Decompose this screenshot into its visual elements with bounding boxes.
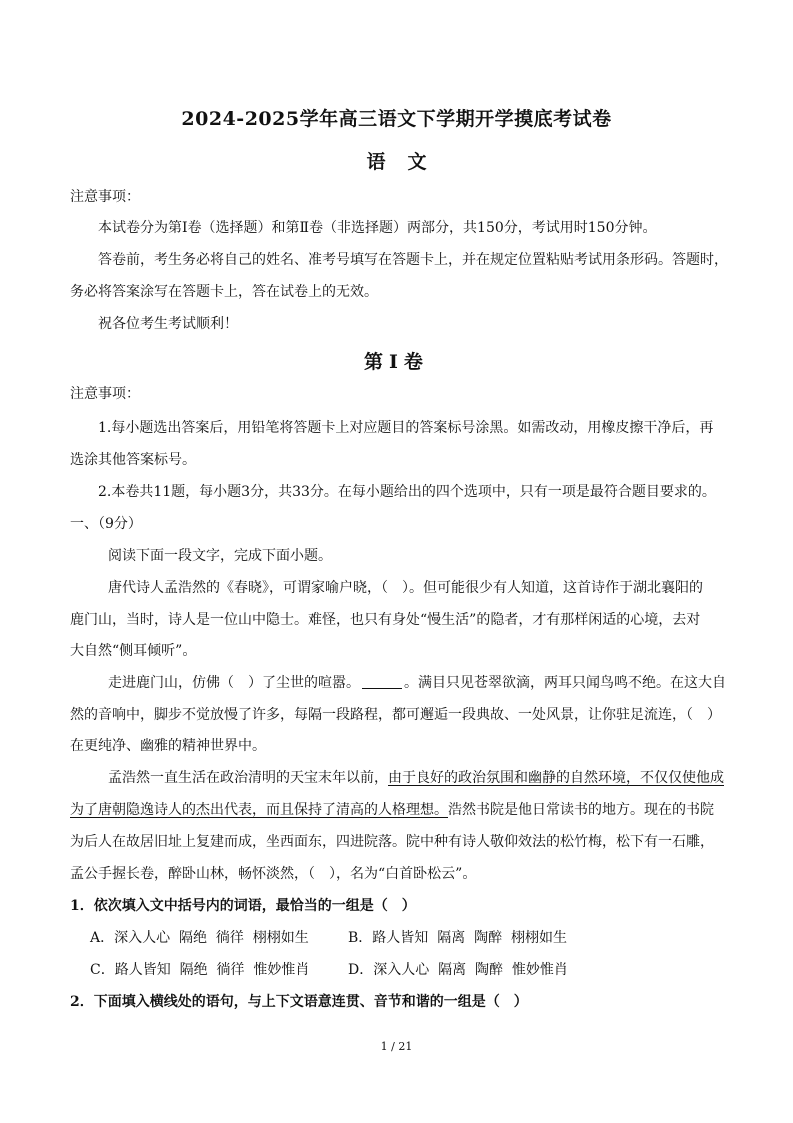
underlined-sentence-a: 由于良好的政治氛围和幽静的自然环境，不仅仅使他成: [388, 770, 724, 786]
underlined-sentence-b: 为了唐朝隐逸诗人的杰出代表，而且保持了清高的人格理想。: [70, 802, 448, 818]
question-1-option-d: D．深入人心 隔离 陶醉 惟妙惟肖: [348, 962, 568, 978]
passage-p1-line-b: 鹿门山，当时，诗人是一位山中隐士。难怪，也只有身处“慢生活”的隐者，才有那样闲适的心境，去对: [70, 612, 701, 628]
passage-p1-line-a: 唐代诗人孟浩然的《春晓》，可谓家喻户晓，（ ）。但可能很少有人知道，这首诗作于湖北襄阳的: [108, 580, 703, 596]
passage-p3-plain-a: 孟浩然一直生活在政治清明的天宝末年以前，: [108, 770, 388, 786]
passage-p1-line-c: 大自然“侧耳倾听”。: [70, 643, 197, 659]
part-heading: 一、（9分）: [70, 516, 142, 532]
passage-p3-line-c: 为后人在故居旧址上复建而成，坐西面东，四进院落。院中种有诗人敬仰效法的松竹梅，松下有一石雕，: [70, 834, 714, 850]
passage-p2-post: 。满目只见苍翠欲滴，两耳只闻鸟鸣不绝。在这大自: [404, 675, 726, 691]
question-1-option-a: A．深入人心 隔绝 徜徉 栩栩如生: [90, 930, 309, 946]
page-number: 1 / 21: [380, 1040, 413, 1053]
passage-p2-line-a: [108, 673, 726, 693]
page-title: 2024-2025学年高三语文下学期开学摸底考试卷: [181, 108, 612, 130]
notes-line-2b: 务必将答案涂写在答题卡上，答在试卷上的无效。: [70, 284, 378, 300]
subject-title: 语文: [366, 151, 449, 173]
question-1-option-c: C．路人皆知 隔绝 徜徉 惟妙惟肖: [90, 962, 310, 978]
part-instruction: 阅读下面一段文字，完成下面小题。: [108, 548, 332, 564]
section-note-1a: 1.每小题选出答案后，用铅笔将答题卡上对应题目的答案标号涂黑。如需改动，用橡皮擦干净后，再: [98, 420, 714, 436]
section-notes-heading: 注意事项：: [70, 386, 140, 402]
notes-line-1: 本试卷分为第Ⅰ卷（选择题）和第Ⅱ卷（非选择题）两部分，共150分，考试用时150分钟。: [98, 220, 657, 236]
question-1-option-b: B．路人皆知 隔离 陶醉 栩栩如生: [348, 930, 567, 946]
notes-line-2a: 答卷前，考生务必将自己的姓名、准考号填写在答题卡上，并在规定位置粘贴考试用条形码。答题时，: [98, 252, 728, 268]
question-2-stem: 2．下面填入横线处的语句，与上下文语意连贯、音节和谐的一组是（ ）: [70, 994, 528, 1010]
section-title: 第Ⅰ卷: [364, 351, 429, 373]
notes-heading: 注意事项：: [70, 189, 140, 205]
passage-p2-line-b: 然的音响中，脚步不觉放慢了许多，每隔一段路程，都可邂逅一段典故、一处风景，让你驻足流连，（ ）: [70, 707, 721, 723]
passage-p3-plain-b: 浩然书院是他日常读书的地方。现在的书院: [448, 802, 714, 818]
passage-p3-line-b: [70, 800, 714, 820]
passage-p3-line-d: 孟公手握长卷，醉卧山林，畅怀淡然，（ ），名为“白首卧松云”。: [70, 866, 477, 882]
passage-p2-line-c: 在更纯净、幽雅的精神世界中。: [70, 738, 266, 754]
passage-p3-line-a: [108, 768, 724, 788]
section-note-2: 2.本卷共11题，每小题3分，共33分。在每小题给出的四个选项中，只有一项是最符合题目要求的。: [98, 484, 716, 500]
passage-p2-pre: 走进鹿门山，仿佛（ ）了尘世的喧嚣。: [108, 675, 360, 691]
section-note-1b: 选涂其他答案标号。: [70, 452, 196, 468]
fill-blank: [362, 674, 402, 689]
notes-line-3: 祝各位考生考试顺利！: [98, 316, 238, 332]
question-1-stem: 1．依次填入文中括号内的词语，最恰当的一组是（ ）: [70, 898, 416, 914]
